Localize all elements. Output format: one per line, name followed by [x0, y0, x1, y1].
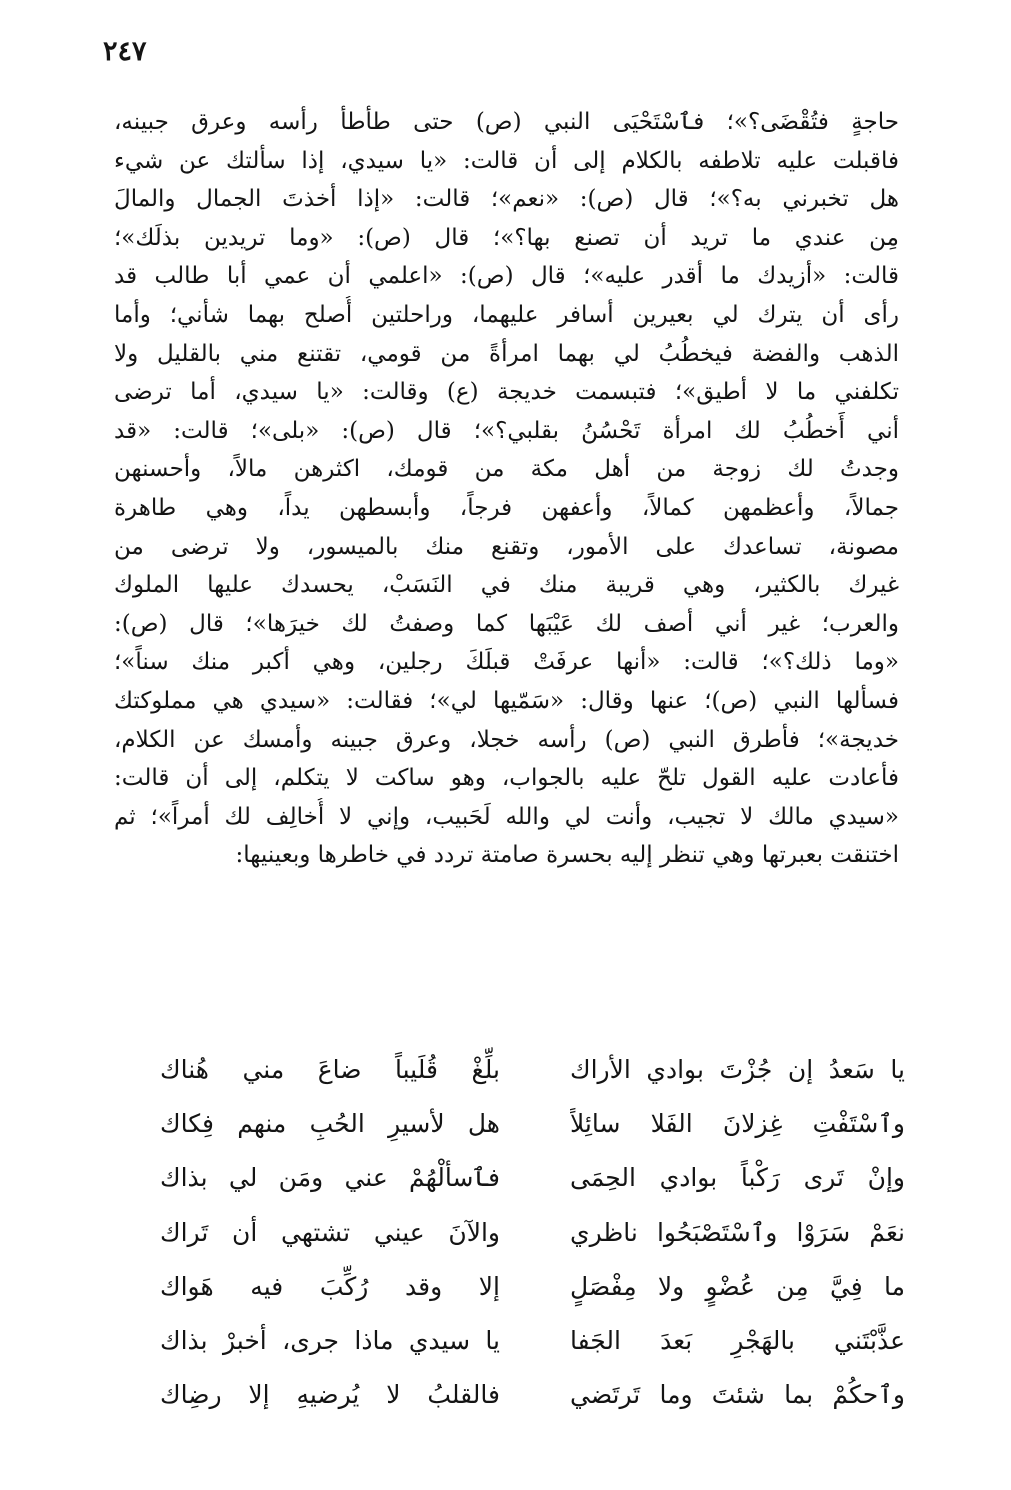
verse-first-hemistich: وٱسْتَفْتِ غِزلانَ الفَلا سائِلاً	[570, 1109, 905, 1139]
prose-line: وجدتُ لك زوجة من أهل مكة من قومك، اكثرهن مالاً، وأحسنهن	[114, 456, 899, 483]
prose-line: جمالاً، وأعظمهن كمالاً، وأعفهن فرجاً، وأبسطهن يداً، وهي طاهرة	[114, 494, 899, 521]
poem-verse	[150, 1097, 905, 1151]
verse-first-hemistich: ما فِيَّ مِن عُضْوٍ ولا مِفْصَلٍ	[570, 1271, 905, 1301]
poem-verse	[150, 1043, 905, 1097]
verse-first-hemistich: وإنْ تَرى رَكْباً بوادي الحِمَى	[570, 1163, 905, 1193]
prose-line: فسألها النبي (ص)؛ عنها وقال: «سَمّيها لي»؛ فقالت: «سيدي هي مملوكتك	[114, 687, 899, 714]
prose-line: رأى أن يترك لي بعيرين أسافر عليهما، وراحلتين أُصلح بهما شأني؛ وأما	[114, 301, 899, 328]
prose-line: هل تخبرني به؟»؛ قال (ص): «نعم»؛ قالت: «إذا أخذتَ الجمال والمالَ	[114, 186, 899, 213]
prose-line: اختنقت بعبرتها وهي تنظر إليه بحسرة صامتة تردد في خاطرها وبعينيها:	[235, 842, 899, 869]
prose-line: مِن عندي ما تريد أن تصنع بها؟»؛ قال (ص): «وما تريدين بذلَك»؛	[114, 224, 899, 251]
prose-line: أني أَخطُبُ لك امرأة تَحْسُنُ بقلبي؟»؛ قال (ص): «بلى»؛ قالت: «قد	[114, 417, 899, 444]
prose-line: الذهب والفضة فيخطُبُ لي بهما امرأةً من قومي، تقتنع مني بالقليل ولا	[114, 340, 899, 367]
prose-line: مصونة، تساعدك على الأمور، وتقنع منك بالميسور، ولا ترضى من	[114, 533, 899, 560]
verse-first-hemistich: نعَمْ سَرَوْا وٱسْتَصْبَحُوا ناظري	[570, 1217, 905, 1247]
poem-verse	[150, 1206, 905, 1260]
prose-line: «سيدي مالك لا تجيب، وأنت لي والله لَحَبيب، وإني لا أُخالِف لك أمراً»؛ ثم	[114, 803, 899, 830]
verse-first-hemistich: يا سَعدُ إن جُزْتَ بوادي الأراك	[570, 1055, 905, 1084]
poem-verse	[150, 1368, 905, 1422]
verse-second-hemistich: والآنَ عيني تشتهي أن تَراك	[160, 1217, 500, 1247]
verse-second-hemistich: فٱسألْهُمْ عني ومَن لي بذاك	[160, 1163, 500, 1193]
poem-verse	[150, 1151, 905, 1205]
prose-block	[114, 103, 899, 875]
prose-line: والعرب؛ غير أني أصف لك عَيْبَها كما وصفتُ لك خيرَها»؛ قال (ص):	[114, 610, 899, 637]
prose-line: خديجة»؛ فأطرق النبي (ص) رأسه خجلا، وعرق جبينه وأمسك عن الكلام،	[114, 726, 899, 753]
verse-first-hemistich: عذَّبْتَني بالهَجْرِ بَعدَ الجَفا	[570, 1325, 905, 1355]
verse-second-hemistich: يا سيدي ماذا جرى، أخبرْ بذاك	[160, 1325, 500, 1355]
prose-line: حاجةٍ فتُقْضَى؟»؛ فٱسْتَحْيَى النبي (ص) حتى طأطأ رأسه وعرق جبينه،	[114, 109, 899, 135]
prose-line: فأعادت عليه القول تلحّ عليه بالجواب، وهو ساكت لا يتكلم، إلى أن قالت:	[114, 765, 899, 792]
poem-verse	[150, 1314, 905, 1368]
poem-verse	[150, 1260, 905, 1314]
page-number: ٢٤٧	[103, 36, 147, 67]
prose-line: «وما ذلك؟»؛ قالت: «أنها عرفَتْ قبلَكَ رجلين، وهي أكبر منك سناً»؛	[114, 649, 899, 676]
verse-second-hemistich: هل لأسيرِ الحُبِ منهم فِكاك	[160, 1109, 500, 1139]
verse-second-hemistich: إلا وقد رُكِّبَ فيه هَواك	[160, 1271, 500, 1301]
prose-line: قالت: «أزيدك ما أقدر عليه»؛ قال (ص): «اعلمي أن عمي أبا طالب قد	[114, 263, 899, 290]
verse-second-hemistich: فالقلبُ لا يُرضيهِ إلا رضِاك	[160, 1380, 500, 1410]
prose-line: غيرك بالكثير، وهي قريبة منك في النَسَبْ، يحسدك عليها الملوك	[114, 572, 899, 599]
prose-line: تكلفني ما لا أطيق»؛ فتبسمت خديجة (ع) وقالت: «يا سيدي، أما ترضى	[114, 379, 899, 406]
verse-second-hemistich: بلِّغْ قُلَيباً ضاعَ مني هُناك	[160, 1055, 500, 1084]
verse-first-hemistich: وٱحكُمْ بما شئتَ وما تَرتَضي	[570, 1380, 905, 1410]
poem	[150, 1043, 905, 1422]
prose-line: فاقبلت عليه تلاطفه بالكلام إلى أن قالت: «يا سيدي، إذا سألتك عن شيء	[114, 147, 899, 174]
